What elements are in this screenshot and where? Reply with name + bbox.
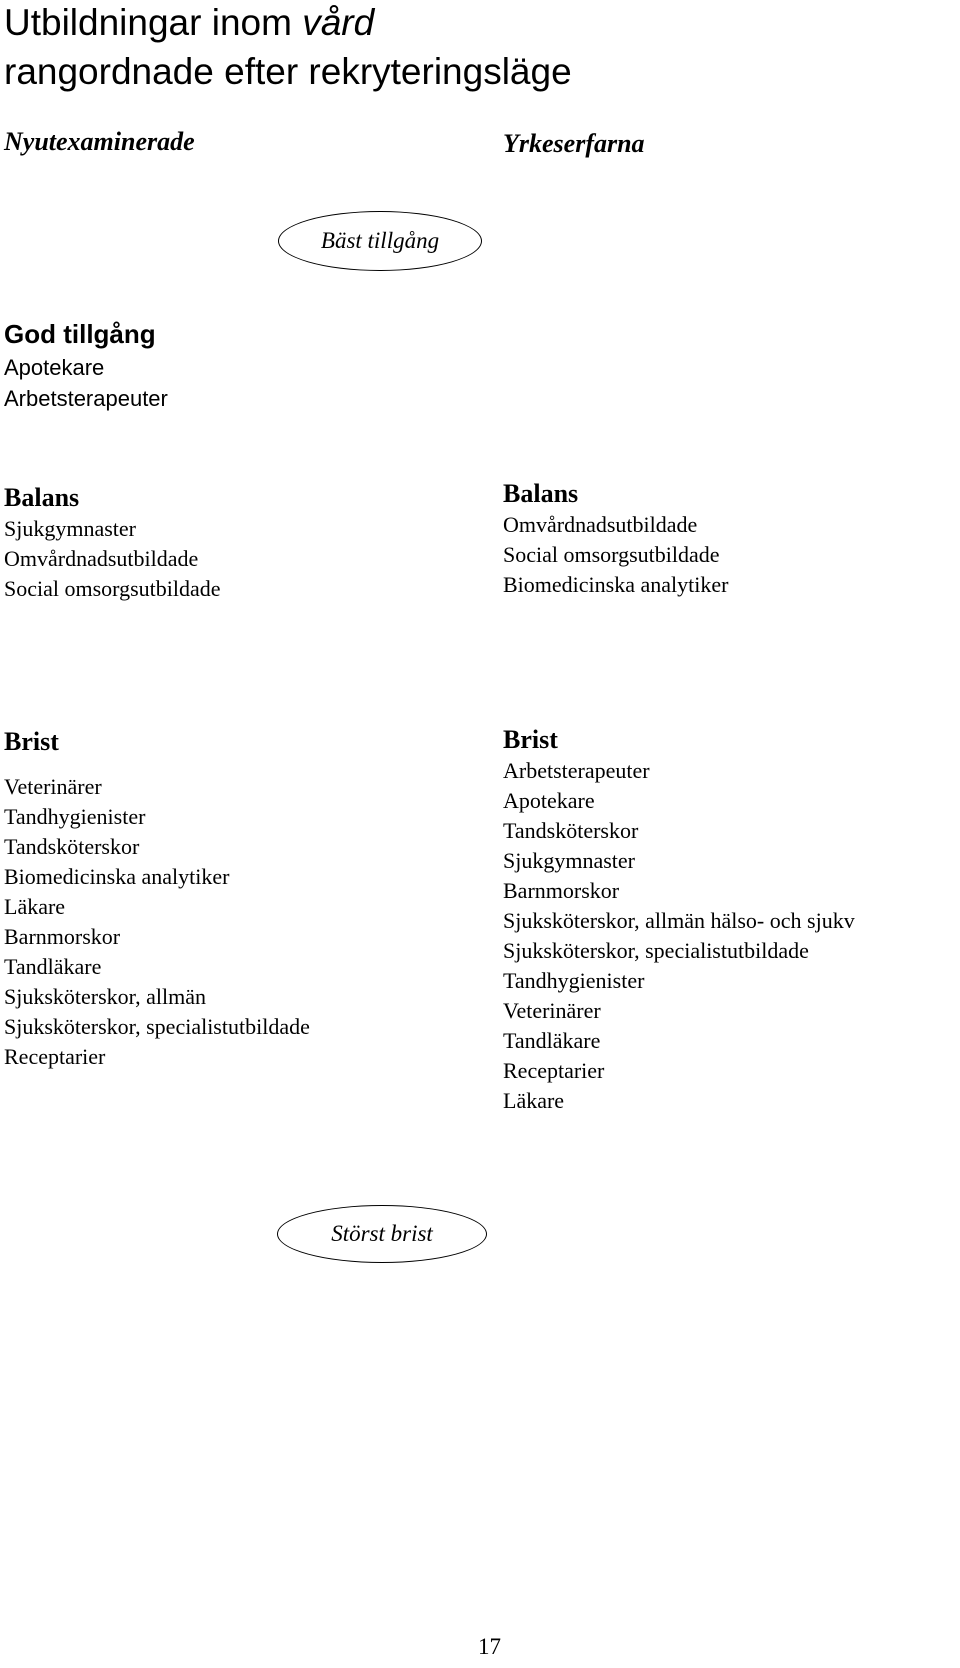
list-item: Receptarier [4, 1044, 106, 1069]
list-item: Apotekare [503, 788, 595, 813]
section-heading: Balans [4, 483, 80, 512]
column-heading-yrkeserfarna: Yrkeserfarna [503, 129, 645, 158]
list-item: Omvårdnadsutbildade [4, 546, 199, 571]
list-item: Sjuksköterskor, allmän hälso- och sjukv [503, 908, 855, 933]
list-item: Sjukgymnaster [4, 516, 136, 541]
list-item: Sjuksköterskor, specialistutbildade [503, 938, 809, 963]
left-brist-section [4, 726, 310, 1072]
section-heading: God tillgång [4, 319, 156, 349]
list-item: Arbetsterapeuter [4, 386, 168, 411]
scale-top-label: Bäst tillgång [320, 228, 440, 253]
list-item: Arbetsterapeuter [503, 758, 650, 783]
page-title-line-2: rangordnade efter rekryteringsläge [4, 51, 572, 92]
list-item: Sjukgymnaster [503, 848, 635, 873]
title-prefix: Utbildningar inom [4, 2, 303, 43]
column-heading-nyutexaminerade: Nyutexaminerade [4, 127, 195, 156]
scale-bottom-oval [277, 1205, 487, 1263]
list-item: Läkare [503, 1088, 565, 1113]
list-item: Apotekare [4, 355, 105, 380]
list-item: Sjuksköterskor, allmän [4, 984, 206, 1009]
list-item: Social omsorgsutbildade [503, 542, 720, 567]
list-item: Barnmorskor [503, 878, 620, 903]
list-item: Tandhygienister [503, 968, 645, 993]
list-item: Veterinärer [4, 774, 102, 799]
page-number: 17 [478, 1634, 501, 1659]
title-italic-word: vård [302, 2, 375, 43]
list-item: Tandläkare [503, 1028, 601, 1053]
section-heading: Brist [4, 727, 59, 756]
right-balans-section [503, 478, 728, 600]
list-item: Tandhygienister [4, 804, 146, 829]
section-heading: Balans [503, 479, 579, 508]
scale-top-oval [278, 211, 482, 271]
page-title-line-1 [4, 0, 374, 46]
list-item: Sjuksköterskor, specialistutbildade [4, 1014, 310, 1039]
left-god-tillgang-section [4, 318, 168, 414]
list-item: Social omsorgsutbildade [4, 576, 221, 601]
scale-bottom-label: Störst brist [331, 1221, 433, 1246]
list-item: Barnmorskor [4, 924, 121, 949]
section-heading: Brist [503, 725, 558, 754]
list-item: Omvårdnadsutbildade [503, 512, 698, 537]
list-item: Biomedicinska analytiker [4, 864, 230, 889]
list-item: Tandläkare [4, 954, 102, 979]
list-item: Tandsköterskor [503, 818, 639, 843]
list-item: Receptarier [503, 1058, 605, 1083]
list-item: Biomedicinska analytiker [503, 572, 729, 597]
list-item: Läkare [4, 894, 66, 919]
list-item: Tandsköterskor [4, 834, 140, 859]
left-balans-section [4, 482, 221, 604]
list-item: Veterinärer [503, 998, 601, 1023]
right-brist-section [503, 724, 855, 1116]
